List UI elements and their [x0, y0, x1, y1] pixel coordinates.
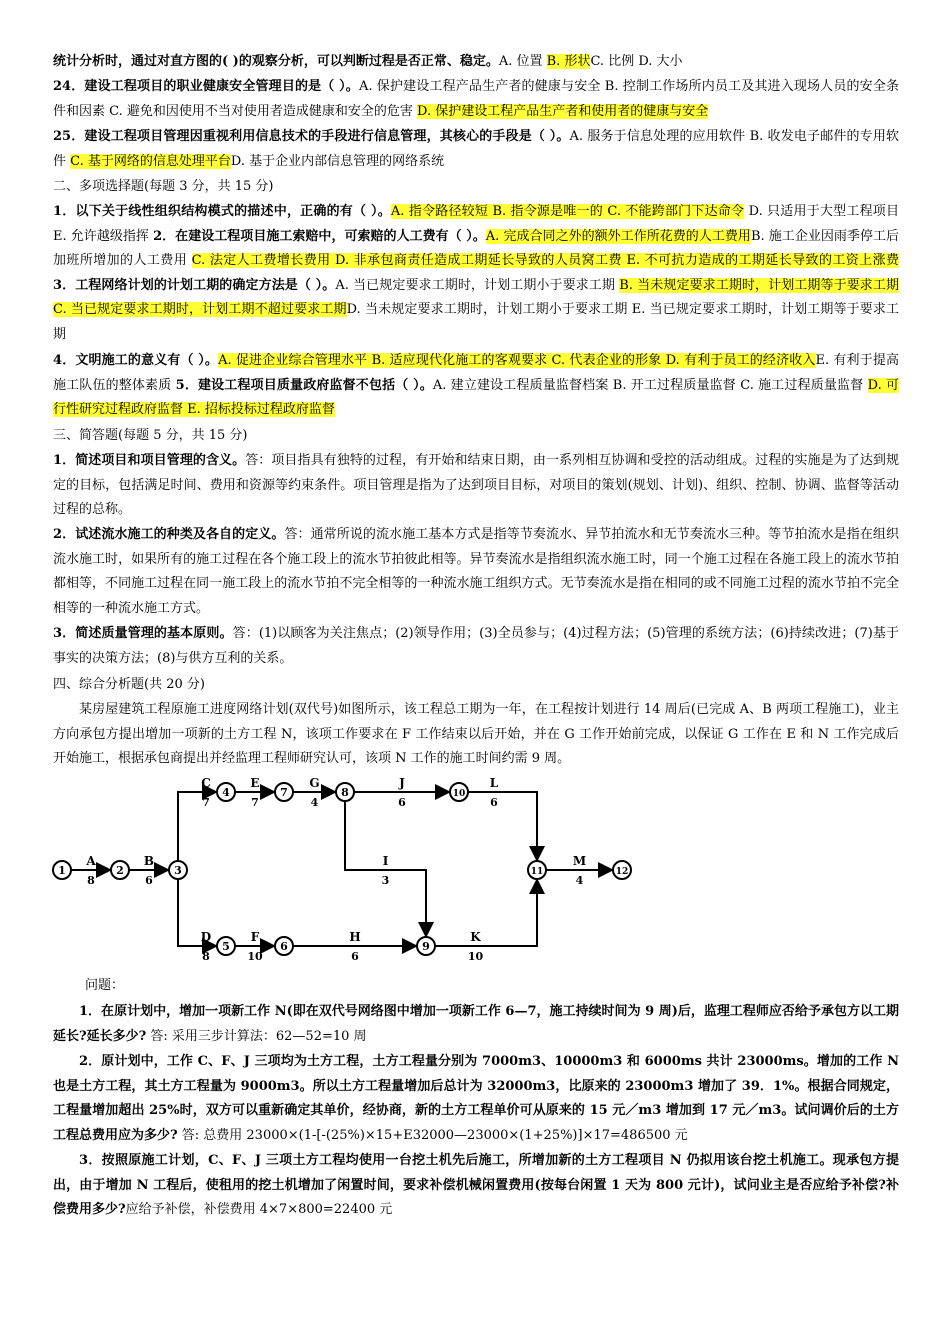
q25-options-rest: D. 基于企业内部信息管理的网络系统: [230, 153, 445, 169]
short-answer-2: [53, 523, 899, 621]
section-3-title: 三、简答题(每题 5 分，共 15 分): [53, 428, 248, 443]
sa3-answer: 答：(1)以顾客为关注焦点；(2)领导作用；(3)全员参与；(4)过程方法；(5)管理的系统方法；(6)持续改进；(7)基于事实的决策方法；(8)与供方互利的关系。: [53, 626, 900, 666]
activity-name-G: G: [309, 776, 320, 790]
node-label-6: 6: [280, 940, 288, 953]
mc5-options: A. 建立建设工程质量监督档案 B. 开工过程质量监督 C. 施工过程质量监督: [432, 377, 868, 393]
mc1-options-rest: D. 只适用于大型工程项目 E. 允许越级指挥: [53, 204, 899, 244]
activity-name-F: F: [250, 930, 260, 944]
activity-name-A: A: [86, 854, 96, 868]
activity-name-K: K: [470, 930, 481, 944]
activity-name-C: C: [201, 776, 211, 790]
sa2-stem: 2．试述流水施工的种类及各自的定义。: [53, 527, 285, 542]
activity-duration-B: 6: [145, 874, 153, 887]
activity-duration-J: 6: [398, 796, 406, 809]
mc3-answer: B. 当未规定要求工期时，计划工期等于要求工期 C. 当已规定要求工期时，计划工期不超过要求工期: [53, 277, 899, 318]
q23-option-a: A. 位置: [498, 54, 547, 69]
section-4-heading: [53, 673, 899, 698]
node-label-2: 2: [116, 864, 124, 877]
activity-name-B: B: [143, 854, 155, 868]
node-label-5: 5: [222, 940, 230, 953]
mc4-stem: 4．文明施工的意义有（ ）。: [53, 353, 219, 368]
multi-choice-block-2: [53, 349, 899, 423]
activity-duration-G: 4: [310, 796, 319, 809]
activity-name-E: E: [250, 776, 260, 790]
q24-stem: 24．建设工程项目的职业健康安全管理目的是（ ）。: [53, 79, 359, 94]
activity-duration-K: 10: [467, 950, 484, 963]
mc1-answer: A. 指令路径较短 B. 指令源是唯一的 C. 不能跨部门下达命令: [390, 204, 745, 219]
node-label-7: 7: [280, 786, 288, 799]
analysis-question-3: [53, 1149, 899, 1223]
node-label-10: 10: [452, 789, 466, 799]
mc3-options-rest: D. 当未规定要求工期时，计划工期小于要求工期 E. 当已规定要求工期时，计划工期等于要求工期: [53, 302, 899, 342]
aq2-stem: 2．原计划中，工作 C、F、J 三项均为土方工程，土方工程量分别为 7000m3、10000m3 和 6000ms 共计 23000ms。增加的工作 N 也是土方工程，其土方工程量为 9000m3。所以土方工程量增加后总计为 32000m3，比原来的 23000m3 增加了 39．1%。根据合同规定，工程量增加超出 25%时，双方可以重新确定其单价，经协商，新的土方工程单价可从原来的 15 元／m3 增加到 17 元／m3。试问调价后的土方工程总费用应为多少?: [53, 1054, 899, 1143]
activity-name-I: I: [382, 854, 389, 868]
sa3-stem: 3．简述质量管理的基本原则。: [53, 626, 233, 641]
sa1-answer: 答：项目指具有独特的过程，有开始和结束日期，由一系列相互协调和受控的活动组成。过程的实施是为了达到规定的目标，包括满足时间、费用和资源等约束条件。项目管理是指为了达到项目目标，对项目的策划(规划、计划)、组织、控制、协调、监督等活动过程的总称。: [53, 453, 899, 518]
mc3-option-a: A. 当已规定要求工期时，计划工期小于要求工期: [335, 277, 620, 293]
questions-label: [85, 975, 124, 997]
mc2-stem: 2．在建设工程项目施工索赔中，可索赔的人工费有（ ）。: [153, 228, 486, 244]
activity-duration-L: 6: [490, 796, 498, 809]
activity-arrow-L: [468, 792, 537, 860]
questions-label-text: 问题：: [85, 978, 125, 993]
activity-duration-A: 8: [87, 874, 95, 887]
mc2-answer-cde: C. 法定人工费增长费用 D. 非承包商责任造成工期延长导致的人员窝工费 E. 不可抗力造成的工期延长导致的工资上涨费: [191, 253, 899, 269]
activity-name-H: H: [349, 930, 361, 944]
analysis-question-2: [53, 1050, 899, 1148]
sa2-answer: 答：通常所说的流水施工基本方式是指等节奏流水、异节拍流水和无节奏流水三种。等节拍流水是指在组织流水施工时，如果所有的施工过程在各个施工段上的流水节拍彼此相等。异节奏流水是指组织流水施工时，同一个施工过程在各施工段上的流水节拍都相等，不同施工过程在同一施工段上的流水节拍不完全相等的一种流水施工组织方式。无节奏流水是指在相同的或不同施工过程的流水节拍不完全相等的一种流水施工方式。: [53, 527, 899, 616]
q25-stem: 25．建设工程项目管理因重视利用信息技术的手段进行信息管理，其核心的手段是（ ）。: [53, 129, 570, 144]
q25-options: A. 服务于信息处理的应用软件 B. 收发电子邮件的专用软件: [53, 129, 899, 169]
aq3-stem: 3．按照原施工计划，C、F、J 三项土方工程均使用一台挖土机先后施工，所增加新的土方工程项目 N 仍拟用该台挖土机施工。现承包方提出，由于增加 N 工程后，使租用的挖土机增加了闲置时间，要求补偿机械闲置费用(按每台闲置 1 天为 800 元计)，试问业主是否应给予补偿?补偿费用多少?: [53, 1153, 899, 1218]
activity-name-J: J: [399, 776, 405, 790]
activity-arrow-K: [435, 880, 537, 946]
activity-duration-I: 3: [381, 874, 390, 887]
activity-name-L: L: [489, 776, 499, 790]
multi-choice-block: [53, 200, 899, 348]
mc3-stem: 3．工程网络计划的计划工期的确定方法是（ ）。: [53, 277, 336, 293]
aq3-answer: 应给予补偿，补偿费用 4×7×800=22400 元: [125, 1202, 393, 1218]
question-23: [53, 50, 899, 75]
activity-duration-H: 6: [351, 950, 359, 963]
activity-duration-D: 8: [202, 950, 210, 963]
section-2-title: 二、多项选择题(每题 3 分，共 15 分): [53, 179, 274, 194]
short-answer-1: [53, 449, 899, 523]
section-4-title: 四、综合分析题(共 20 分): [53, 677, 205, 692]
mc4-answer: A. 促进企业综合管理水平 B. 适应现代化施工的客观要求 C. 代表企业的形象 D. 有利于员工的经济收入: [218, 353, 816, 368]
aq2-answer: 答: 总费用 23000×(1-[-(25%)×15+E32000—23000×(1+25%)]×17=486500 元: [177, 1127, 688, 1143]
activity-arrow-C: [178, 792, 216, 861]
activity-arrow-I: [345, 801, 426, 936]
sa1-stem: 1．简述项目和项目管理的含义。: [53, 453, 246, 468]
activity-duration-E: 7: [251, 796, 259, 809]
q23-options-rest: C. 比例 D. 大小: [590, 54, 683, 69]
activity-name-D: D: [200, 930, 212, 944]
q23-answer: B. 形状: [546, 54, 591, 69]
node-label-9: 9: [422, 940, 430, 953]
short-answer-3: [53, 622, 899, 671]
question-24: [53, 75, 899, 124]
node-label-3: 3: [174, 864, 182, 877]
node-label-11: 11: [530, 867, 544, 877]
mc1-stem: 1．以下关于线性组织结构模式的描述中，正确的有（ ）。: [53, 204, 391, 219]
case-intro: [53, 698, 899, 772]
section-2-heading: [53, 175, 899, 200]
activity-duration-C: 7: [202, 796, 210, 809]
activity-duration-M: 4: [575, 874, 584, 887]
activity-duration-F: 10: [247, 950, 263, 963]
node-label-1: 1: [58, 864, 66, 877]
case-intro-text: 某房屋建筑工程原施工进度网络计划(双代号)如图所示，该工程总工期为一年，在工程按计划进行 14 周后(已完成 A、B 两项工程施工)，业主方向承包方提出增加一项新的土方工程 N，该项工作要求在 F 工作结束以后开始，并在 G 工作开始前完成，以保证 G 工作在 E 和 N 工作完成后开始施工，根据承包商提出并经监理工程师研究认可，该项 N 工作的施工时间约需 9 周。: [53, 702, 899, 767]
aq1-answer: 答: 采用三步计算法：62—52=10 周: [146, 1028, 367, 1044]
mc5-stem: 5．建设工程项目质量政府监督不包括（ ）。: [175, 377, 433, 393]
node-label-12: 12: [615, 867, 629, 877]
q24-options: A. 保护建设工程产品生产者的健康与安全 B. 控制工作场所内员工及其进入现场人员的安全条件和因素 C. 避免和因使用不当对使用者造成健康和安全的危害: [53, 79, 899, 119]
node-label-4: 4: [222, 786, 230, 799]
aq1-stem: 1．在原计划中，增加一项新工作 N(即在双代号网络图中增加一项新工作 6—7，施工持续时间为 9 周)后，监理工程师应否给予承包方以工期延长?延长多少?: [53, 1004, 899, 1044]
analysis-question-1: [53, 1000, 899, 1049]
mc5-answer: D. 可行性研究过程政府监督 E. 招标投标过程政府监督: [53, 377, 899, 418]
network-diagram: [40, 772, 660, 972]
mc2-option-b: B. 施工企业因雨季停工后加班所增加的人工费用: [53, 228, 899, 269]
q24-answer: D. 保护建设工程产品生产者和使用者的健康与安全: [417, 103, 709, 119]
node-label-8: 8: [341, 786, 349, 799]
q23-stem: 统计分析时，通过对直方图的( )的观察分析，可以判断过程是否正常、稳定。: [53, 54, 499, 69]
q25-answer: C. 基于网络的信息处理平台: [70, 153, 231, 169]
section-3-heading: [53, 424, 899, 449]
activity-name-M: M: [572, 854, 587, 868]
mc2-answer-a: A. 完成合同之外的额外工作所花费的人工费用: [485, 228, 751, 244]
question-25: [53, 125, 899, 174]
mc4-options-rest: E. 有利于提高施工队伍的整体素质: [53, 353, 899, 393]
